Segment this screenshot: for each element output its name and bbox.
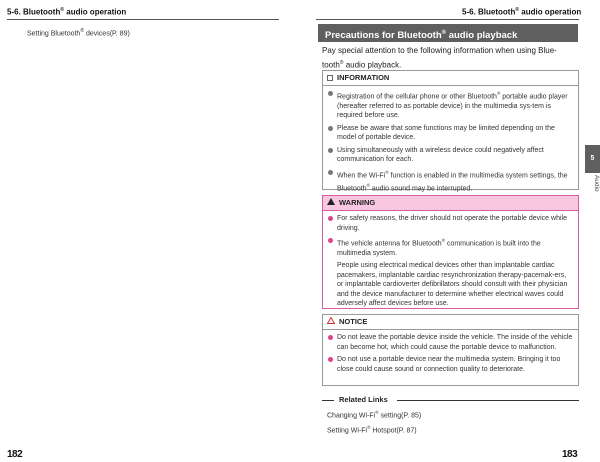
list-item: Do not use a portable device near the multimedia system. Bringing it too close could cause sound or connection quality to deteriorate. xyxy=(327,355,574,374)
intro-text: Pay special attention to the following information when using Blue-tooth® audio playback. xyxy=(322,46,557,70)
information-box xyxy=(322,70,579,190)
notice-header: NOTICE xyxy=(323,315,578,330)
right-header: 5-6. Bluetooth® audio operation xyxy=(462,7,582,17)
page-number-right: 183 xyxy=(562,449,578,460)
information-header: INFORMATION xyxy=(323,71,578,86)
left-header-rule xyxy=(7,19,279,20)
page-number-left: 182 xyxy=(7,449,23,460)
setting-bluetooth-link[interactable]: Setting Bluetooth® devices(P. 89) xyxy=(27,28,130,38)
warning-header: WARNING xyxy=(323,196,578,211)
right-header-rule xyxy=(316,19,579,20)
warning-note: People using electrical medical devices other than implantable cardiac pacemakers, implantable cardiac resynchronization therapy-pacemak-ers, or implantable cardioverter defibrillators should consult with their physician and the device manufacturer to determine whether electrical waves could adversely affect devices before use. xyxy=(337,262,568,308)
warning-box xyxy=(322,195,579,309)
related-link-wifi-hotspot[interactable]: Setting Wi-Fi® Hotspot(P. 87) xyxy=(327,425,417,435)
related-links-header: Related Links xyxy=(322,395,579,405)
info-icon xyxy=(327,75,333,81)
list-item: Using simultaneously with a wireless device could negatively affect communication for each. xyxy=(327,146,574,165)
related-link-wifi-setting[interactable]: Changing Wi-Fi® setting(P. 85) xyxy=(327,410,422,420)
section-title: Precautions for Bluetooth® audio playback xyxy=(318,24,578,42)
left-header: 5-6. Bluetooth® audio operation xyxy=(7,7,127,17)
list-item: The vehicle antenna for Bluetooth® communication is built into the multimedia system. xyxy=(327,236,574,258)
chapter-tab[interactable]: 5 xyxy=(585,145,600,173)
list-item: When the Wi-Fi® function is enabled in the multimedia system settings, the Bluetooth® audio sound may be interrupted. xyxy=(327,168,574,194)
list-item: Please be aware that some functions may be limited depending on the model of portable device. xyxy=(327,124,574,143)
list-item: For safety reasons, the driver should not operate the portable device while driving. xyxy=(327,214,574,233)
list-item: Do not leave the portable device inside the vehicle. The inside of the vehicle can become hot, which could cause the portable device to malfunction. xyxy=(327,333,574,352)
notice-box xyxy=(322,314,579,386)
list-item: Registration of the cellular phone or other Bluetooth® portable audio player (hereafter referred to as portable device) in the multimedia sys-tem is required before use. xyxy=(327,89,574,121)
notice-icon xyxy=(327,315,335,329)
chapter-tab-label: Audio xyxy=(593,175,600,192)
warning-icon xyxy=(327,196,335,210)
